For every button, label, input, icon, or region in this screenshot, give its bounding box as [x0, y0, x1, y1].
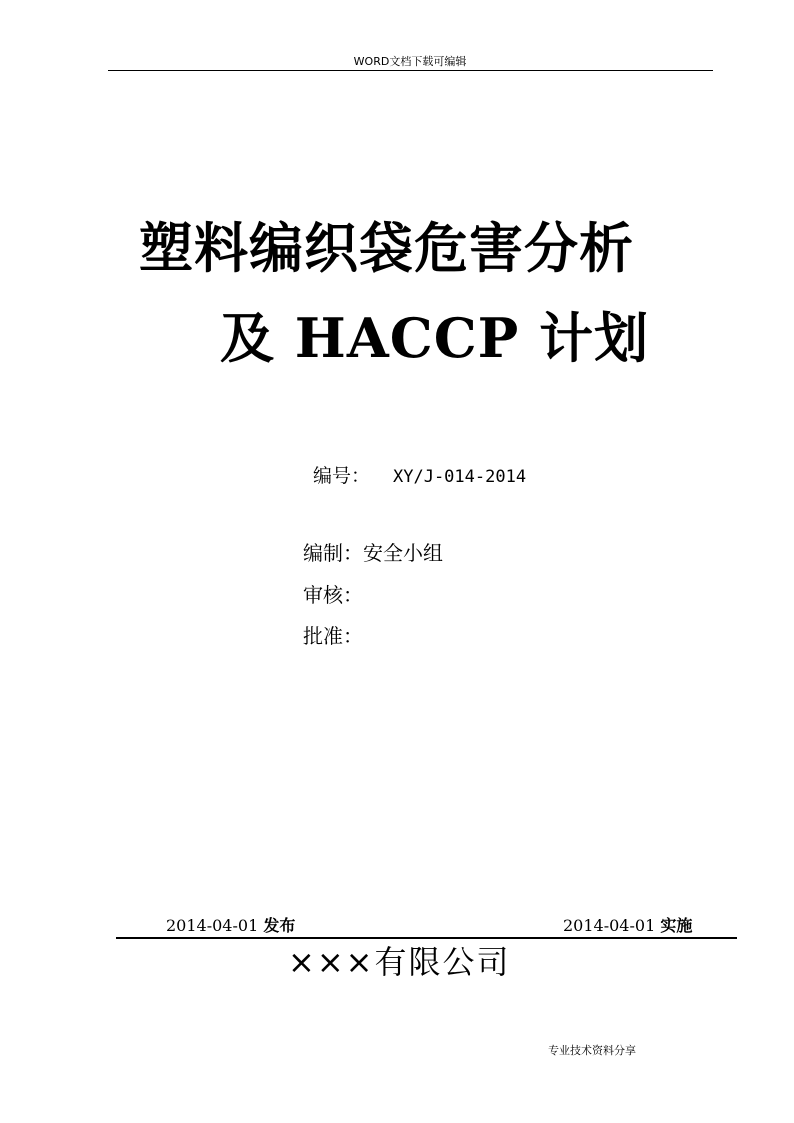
footer-divider [116, 937, 737, 939]
page-header-text: WORD文档下载可编辑 [353, 55, 467, 68]
company-name: ×××有限公司 [288, 943, 511, 981]
effective-date-value: 2014-04-01 [563, 916, 656, 935]
prepared-by-value: 安全小组 [363, 541, 443, 565]
reviewed-by-label: 审核： [303, 583, 363, 607]
document-title-line-2: 及 HACCP 计划 [220, 306, 650, 370]
page-footer-text: 专业技术资料分享 [548, 1044, 636, 1057]
document-code-value: XY/J-014-2014 [393, 467, 527, 487]
release-date-label: 发布 [263, 916, 296, 935]
prepared-by-label: 编制： [303, 541, 363, 565]
effective-date [563, 915, 692, 937]
approved-by-row [303, 624, 363, 648]
header-divider [108, 70, 713, 71]
document-title-line-1: 塑料编织袋危害分析 [139, 216, 634, 280]
approved-by-label: 批准： [303, 624, 363, 648]
prepared-by-row [303, 541, 443, 565]
effective-date-label: 实施 [660, 916, 693, 935]
reviewed-by-row [303, 583, 363, 607]
release-date [166, 915, 295, 937]
release-date-value: 2014-04-01 [166, 916, 259, 935]
document-code-label: 编号： [313, 465, 371, 487]
